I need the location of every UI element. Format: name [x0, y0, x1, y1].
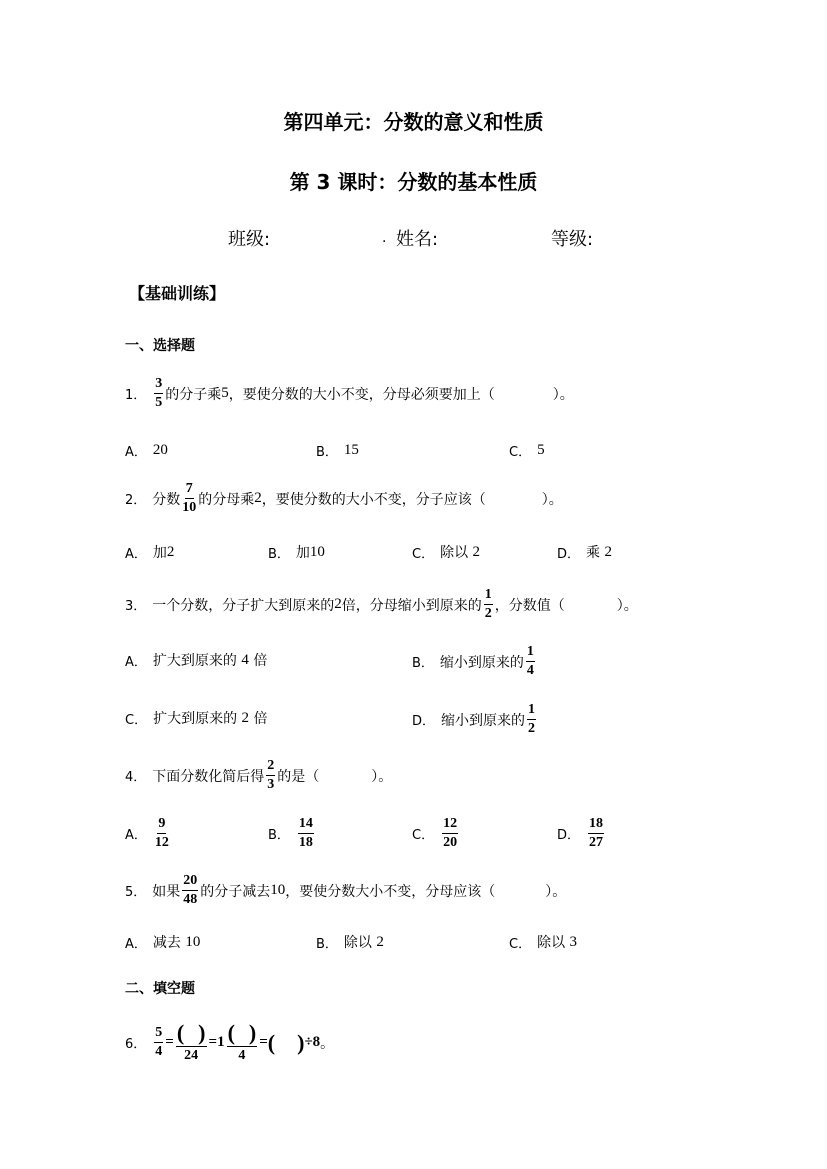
question-2: [125, 482, 563, 515]
question-number: 2．: [125, 493, 147, 508]
option-d[interactable]: D． 乘 2: [557, 543, 612, 562]
blank-fraction[interactable]: $\frac{( )}{24}$: [176, 1020, 206, 1063]
question-text: 分数: [152, 491, 181, 508]
option-b[interactable]: B． 15: [316, 442, 359, 460]
question-text: ，要使分数的大小不变，分子应该（: [261, 491, 486, 508]
question-text: ，要使分数大小不变，分母应该（: [285, 883, 496, 900]
question-3: [125, 588, 638, 621]
fraction: $\frac{20}{48}$: [183, 873, 198, 907]
blank-open[interactable]: (: [267, 1029, 276, 1055]
question-text: 一个分数，分子扩大到原来的: [152, 597, 335, 614]
part1-heading: 一、选择题: [125, 338, 195, 354]
option-c[interactable]: C． 除以 2: [412, 543, 481, 562]
option-b[interactable]: B． $\frac{14}{18}$: [268, 816, 313, 850]
question-text: 的分子减去: [200, 883, 271, 900]
fraction: $\frac{7}{10}$: [182, 481, 197, 515]
fraction: $\frac{3}{5}$: [155, 376, 163, 410]
class-label: 班级:: [228, 229, 271, 250]
option-c[interactable]: C． 除以 3: [509, 933, 578, 952]
question-6: [125, 1022, 334, 1063]
question-text: 的分子乘: [165, 386, 222, 403]
option-a[interactable]: A． $\frac{9}{12}$: [125, 816, 169, 850]
question-number-value: 5: [221, 385, 229, 401]
question-text: ）。: [552, 386, 574, 403]
question-number: 4．: [125, 770, 147, 785]
question-text: 的分母乘: [198, 491, 255, 508]
blank-close: ): [297, 1029, 305, 1055]
separator-dot: .: [382, 230, 387, 246]
option-b[interactable]: B． 加 10: [268, 543, 325, 562]
question-1: [125, 377, 574, 410]
option-c[interactable]: C． $\frac{12}{20}$: [412, 816, 458, 850]
question-number-value: 10: [270, 882, 286, 898]
question-text: ）。: [545, 883, 567, 900]
question-text: ）。: [541, 491, 563, 508]
question-text: 的是（: [277, 768, 320, 785]
option-b[interactable]: B． 除以 2: [316, 933, 384, 952]
equation: $\frac{5}{4}$ = $\frac{( )}{24}$ = 1 $\frac{( )}{4}$ = ( ) ÷8 。: [155, 1020, 335, 1063]
option-d[interactable]: D． 缩小到原来的 $\frac{1}{2}$: [412, 702, 536, 736]
question-text: ，分数值（: [494, 597, 565, 614]
question-text: 倍，分母缩小到原来的: [341, 597, 482, 614]
option-d[interactable]: D． $\frac{18}{27}$: [557, 816, 604, 850]
question-number: 3．: [125, 599, 147, 614]
question-5: [125, 874, 566, 907]
option-a[interactable]: A． 加 2: [125, 543, 175, 562]
name-label: 姓名:: [396, 229, 439, 250]
question-text: ，要使分数的大小不变，分母必须要加上（: [228, 386, 495, 403]
option-b[interactable]: B． 缩小到原来的 $\frac{1}{4}$: [412, 644, 534, 678]
fraction: $\frac{2}{3}$: [267, 758, 275, 792]
question-text: 下面分数化简后得: [152, 768, 265, 785]
question-number: 6．: [125, 1037, 147, 1052]
question-text: ）。: [371, 768, 393, 785]
page-title: 第四单元：分数的意义和性质: [283, 110, 544, 134]
fraction: $\frac{1}{2}$: [484, 587, 492, 621]
question-text: 如果: [152, 883, 181, 900]
lesson-title: 第 3 课时：分数的基本性质: [289, 170, 538, 194]
question-number: 5．: [125, 885, 147, 900]
option-a[interactable]: A． 扩大到原来的 4 倍: [125, 651, 268, 670]
option-c[interactable]: C． 5: [509, 442, 545, 460]
question-number-value: 2: [334, 596, 342, 612]
grade-label: 等级:: [551, 229, 594, 250]
question-number: 1．: [125, 388, 147, 403]
option-a[interactable]: A． 20: [125, 442, 168, 460]
question-text: ）。: [616, 597, 638, 614]
option-c[interactable]: C． 扩大到原来的 2 倍: [125, 709, 268, 728]
blank-fraction[interactable]: $\frac{( )}{4}$: [227, 1020, 257, 1063]
question-4: [125, 759, 392, 792]
option-a[interactable]: A． 减去 10: [125, 933, 201, 952]
part2-heading: 二、填空题: [125, 981, 195, 997]
question-number-value: 2: [254, 490, 262, 506]
section-heading: 【基础训练】: [129, 284, 226, 303]
